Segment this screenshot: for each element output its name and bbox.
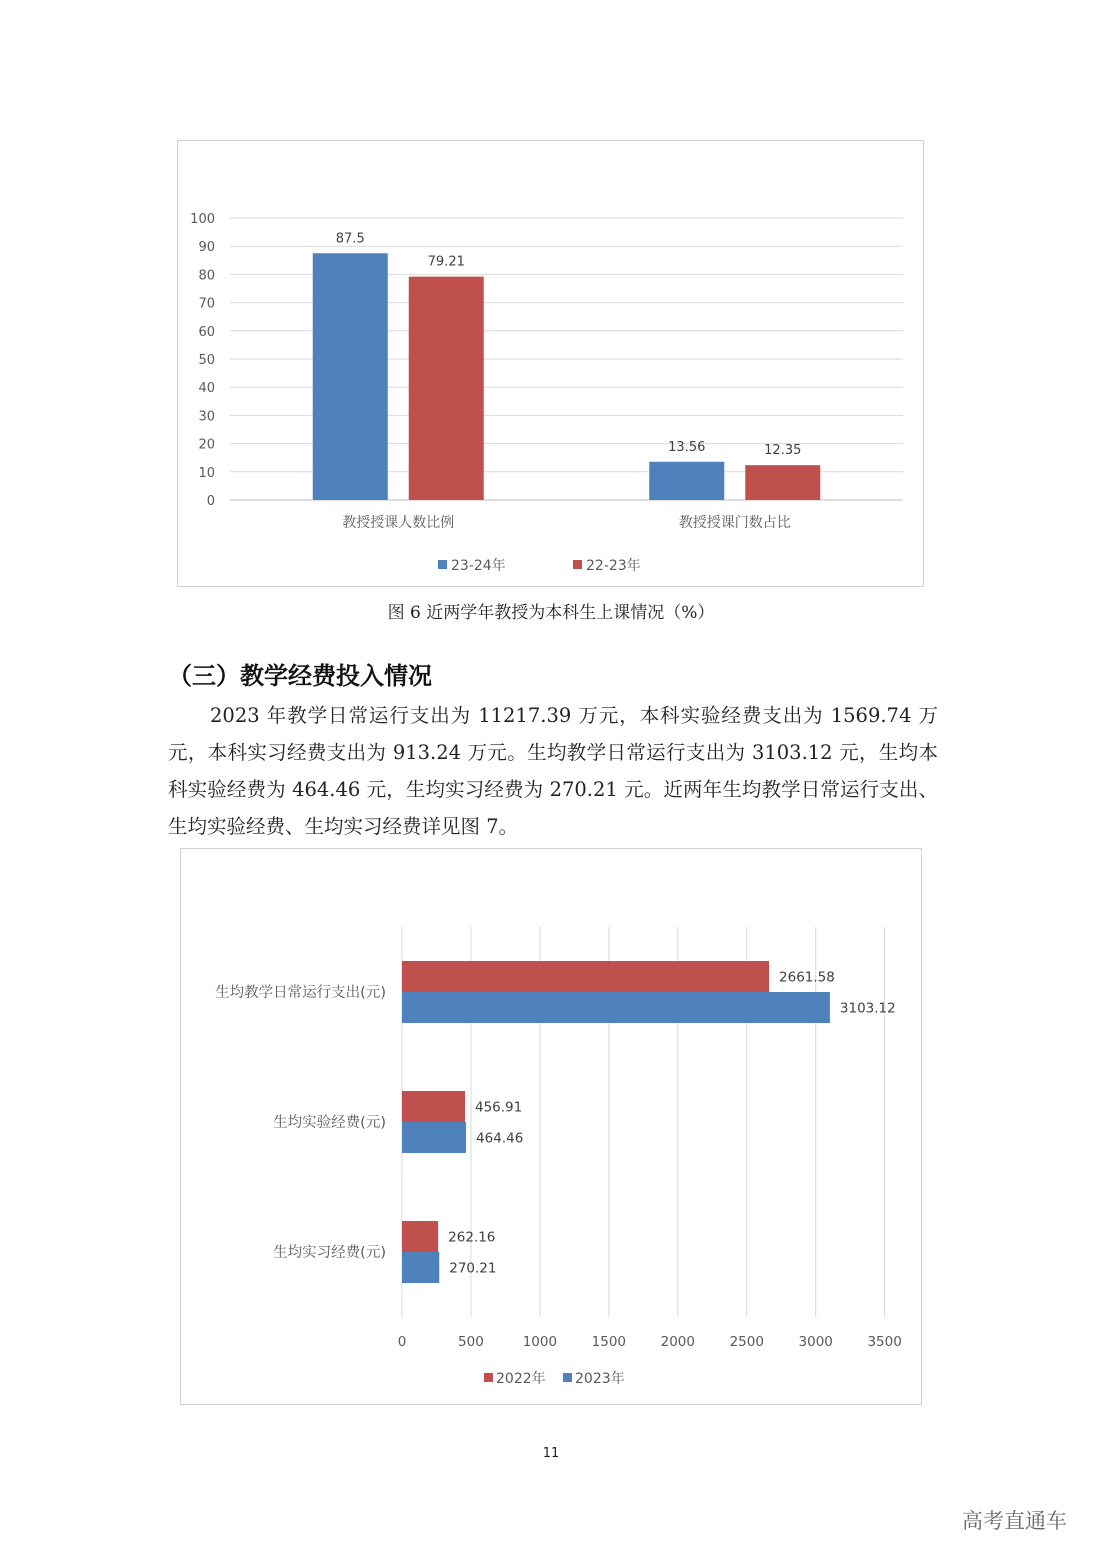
bar bbox=[402, 992, 830, 1023]
y-tick-label: 80 bbox=[198, 268, 215, 284]
legend-label: 22-23年 bbox=[586, 558, 641, 574]
data-label: 87.5 bbox=[335, 231, 365, 247]
figure6-chart bbox=[177, 140, 924, 587]
y-tick-label: 100 bbox=[190, 212, 215, 227]
data-label: 262.16 bbox=[448, 1229, 496, 1246]
legend-swatch bbox=[484, 1373, 493, 1382]
legend-label: 2022年 bbox=[496, 1371, 546, 1387]
y-tick-label: 30 bbox=[198, 409, 215, 425]
watermark: 高考直通车 bbox=[962, 1509, 1067, 1533]
x-tick-label: 500 bbox=[458, 1334, 484, 1350]
y-tick-label: 60 bbox=[198, 324, 215, 340]
x-tick-label: 2500 bbox=[729, 1334, 764, 1350]
x-tick-label: 2000 bbox=[660, 1334, 695, 1350]
figure7-svg bbox=[181, 849, 921, 1404]
bar bbox=[313, 253, 388, 500]
legend-swatch bbox=[573, 560, 582, 569]
legend-label: 23-24年 bbox=[451, 558, 506, 574]
data-label: 79.21 bbox=[427, 254, 465, 270]
data-label: 2661.58 bbox=[779, 969, 835, 986]
figure7-chart bbox=[180, 848, 922, 1405]
legend-swatch bbox=[563, 1373, 572, 1382]
x-category-label: 教授授课人数比例 bbox=[342, 515, 455, 531]
bar bbox=[745, 465, 820, 500]
x-tick-label: 1000 bbox=[522, 1334, 558, 1350]
legend-label: 2023年 bbox=[575, 1371, 625, 1387]
x-tick-label: 3500 bbox=[867, 1334, 902, 1350]
bar bbox=[402, 1221, 438, 1252]
data-label: 13.56 bbox=[668, 439, 706, 455]
data-label: 464.46 bbox=[476, 1130, 524, 1147]
x-category-label: 教授授课门数占比 bbox=[678, 515, 791, 531]
y-tick-label: 20 bbox=[198, 437, 215, 453]
y-tick-label: 10 bbox=[198, 465, 215, 481]
bar bbox=[402, 1122, 466, 1153]
section-paragraph: 2023 年教学日常运行支出为 11217.39 万元，本科实验经费支出为 1569.74 万元，本科实习经费支出为 913.24 万元。生均教学日常运行支出为 3103.12 元，生均本科实验经费为 464.46 元，生均实习经费为 270.21 元。近两年生均教学日常运行支出、生均实验经费、生均实习经费详见图 7。 bbox=[168, 704, 938, 838]
section-heading: （三）教学经费投入情况 bbox=[168, 662, 432, 690]
figure6-svg bbox=[178, 141, 923, 586]
y-category-label: 生均教学日常运行支出(元) bbox=[215, 985, 386, 1001]
y-tick-label: 50 bbox=[198, 353, 215, 368]
y-tick-label: 0 bbox=[206, 494, 215, 509]
bar bbox=[402, 1091, 465, 1122]
x-tick-label: 3000 bbox=[798, 1334, 833, 1350]
legend-swatch bbox=[438, 560, 447, 569]
bar bbox=[402, 961, 769, 992]
bar bbox=[649, 462, 724, 500]
x-tick-label: 1500 bbox=[591, 1334, 627, 1350]
data-label: 12.35 bbox=[764, 443, 802, 459]
x-tick-label: 0 bbox=[397, 1334, 407, 1350]
bar bbox=[409, 277, 484, 500]
y-category-label: 生均实验经费(元) bbox=[273, 1115, 386, 1131]
y-tick-label: 40 bbox=[198, 381, 215, 397]
data-label: 456.91 bbox=[475, 1099, 523, 1116]
figure6-caption: 图 6 近两学年教授为本科生上课情况（%） bbox=[387, 603, 715, 623]
y-category-label: 生均实习经费(元) bbox=[273, 1245, 386, 1261]
y-tick-label: 90 bbox=[198, 240, 215, 256]
y-tick-label: 70 bbox=[198, 296, 215, 312]
bar bbox=[402, 1252, 439, 1283]
page-number: 11 bbox=[542, 1446, 560, 1461]
data-label: 3103.12 bbox=[839, 1000, 896, 1017]
data-label: 270.21 bbox=[449, 1260, 497, 1277]
